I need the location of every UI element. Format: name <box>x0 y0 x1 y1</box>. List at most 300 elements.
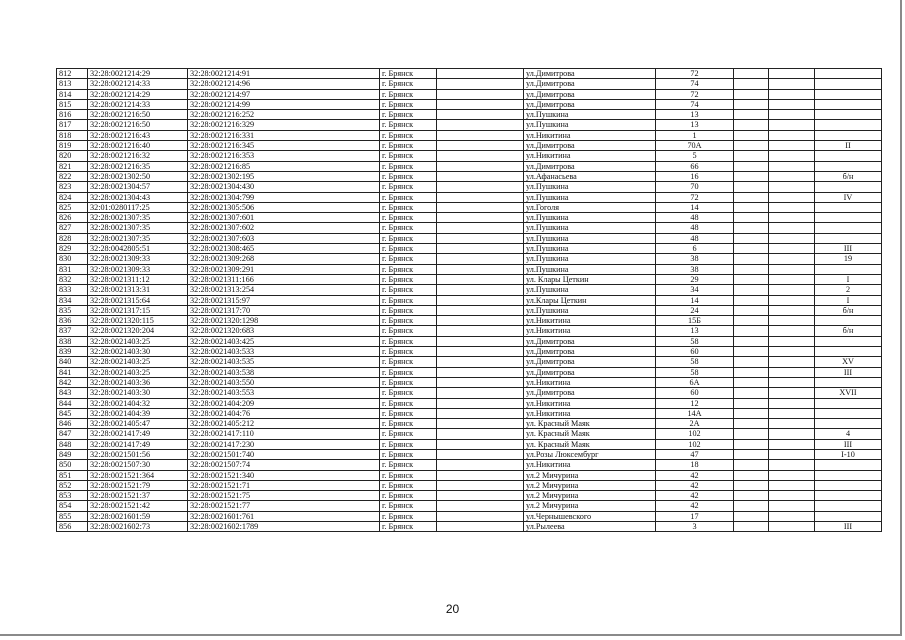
land-cadastral-number-cell: 32:28:0021403:30 <box>88 347 188 357</box>
empty-cell <box>437 388 524 398</box>
city-cell: г. Брянск <box>380 223 437 233</box>
table-row <box>57 316 882 326</box>
empty-cell <box>437 347 524 357</box>
city-cell: г. Брянск <box>380 182 437 192</box>
empty-cell <box>734 141 769 151</box>
empty-cell <box>734 367 769 377</box>
row-number-cell: 843 <box>57 388 88 398</box>
object-cadastral-number-cell: 32:28:0021501:740 <box>188 449 380 459</box>
city-cell: г. Брянск <box>380 171 437 181</box>
row-number-cell: 845 <box>57 408 88 418</box>
table-row <box>57 285 882 295</box>
row-number-cell: 813 <box>57 79 88 89</box>
premises-cell <box>815 264 882 274</box>
house-number-cell: 42 <box>656 480 734 490</box>
house-number-cell: 34 <box>656 285 734 295</box>
row-number-cell: 839 <box>57 347 88 357</box>
house-number-cell: 48 <box>656 233 734 243</box>
land-cadastral-number-cell: 32:28:0021302:50 <box>88 171 188 181</box>
empty-cell <box>734 480 769 490</box>
row-number-cell: 829 <box>57 244 88 254</box>
empty-cell <box>769 69 815 79</box>
street-cell: ул.Пушкина <box>524 223 656 233</box>
empty-cell <box>769 99 815 109</box>
land-cadastral-number-cell: 32:28:0021214:33 <box>88 99 188 109</box>
empty-cell <box>769 264 815 274</box>
empty-cell <box>734 182 769 192</box>
empty-cell <box>437 244 524 254</box>
empty-cell <box>734 377 769 387</box>
row-number-cell: 821 <box>57 161 88 171</box>
row-number-cell: 848 <box>57 439 88 449</box>
empty-cell <box>769 347 815 357</box>
object-cadastral-number-cell: 32:28:0021315:97 <box>188 295 380 305</box>
premises-cell: б/н <box>815 171 882 181</box>
table-row <box>57 480 882 490</box>
object-cadastral-number-cell: 32:28:0021216:331 <box>188 130 380 140</box>
empty-cell <box>437 223 524 233</box>
table-row <box>57 491 882 501</box>
house-number-cell: 60 <box>656 388 734 398</box>
street-cell: ул.Пушкина <box>524 233 656 243</box>
city-cell: г. Брянск <box>380 480 437 490</box>
row-number-cell: 847 <box>57 429 88 439</box>
premises-cell <box>815 419 882 429</box>
empty-cell <box>437 182 524 192</box>
city-cell: г. Брянск <box>380 161 437 171</box>
empty-cell <box>437 99 524 109</box>
row-number-cell: 822 <box>57 171 88 181</box>
empty-cell <box>437 429 524 439</box>
street-cell: ул.Димитрова <box>524 336 656 346</box>
empty-cell <box>769 480 815 490</box>
land-cadastral-number-cell: 32:28:0021313:31 <box>88 285 188 295</box>
street-cell: ул.Димитрова <box>524 69 656 79</box>
street-cell: ул.Афанасьева <box>524 171 656 181</box>
table-row <box>57 274 882 284</box>
land-cadastral-number-cell: 32:28:0021216:43 <box>88 130 188 140</box>
table-row <box>57 161 882 171</box>
house-number-cell: 58 <box>656 357 734 367</box>
premises-cell <box>815 470 882 480</box>
table-row <box>57 367 882 377</box>
row-number-cell: 852 <box>57 480 88 490</box>
empty-cell <box>769 295 815 305</box>
land-cadastral-number-cell: 32:28:0021403:25 <box>88 367 188 377</box>
object-cadastral-number-cell: 32:28:0021403:535 <box>188 357 380 367</box>
house-number-cell: 42 <box>656 491 734 501</box>
house-number-cell: 14 <box>656 202 734 212</box>
object-cadastral-number-cell: 32:28:0021313:254 <box>188 285 380 295</box>
row-number-cell: 840 <box>57 357 88 367</box>
street-cell: ул.Никитина <box>524 151 656 161</box>
empty-cell <box>734 213 769 223</box>
city-cell: г. Брянск <box>380 336 437 346</box>
house-number-cell: 42 <box>656 501 734 511</box>
row-number-cell: 814 <box>57 89 88 99</box>
city-cell: г. Брянск <box>380 470 437 480</box>
empty-cell <box>769 89 815 99</box>
empty-cell <box>437 192 524 202</box>
empty-cell <box>734 69 769 79</box>
object-cadastral-number-cell: 32:28:0021307:601 <box>188 213 380 223</box>
table-row <box>57 141 882 151</box>
object-cadastral-number-cell: 32:28:0021601:761 <box>188 511 380 521</box>
empty-cell <box>769 130 815 140</box>
empty-cell <box>734 244 769 254</box>
city-cell: г. Брянск <box>380 501 437 511</box>
table-row <box>57 388 882 398</box>
city-cell: г. Брянск <box>380 419 437 429</box>
table-row <box>57 213 882 223</box>
city-cell: г. Брянск <box>380 79 437 89</box>
row-number-cell: 819 <box>57 141 88 151</box>
empty-cell <box>437 419 524 429</box>
land-cadastral-number-cell: 32:28:0021403:25 <box>88 357 188 367</box>
premises-cell <box>815 223 882 233</box>
house-number-cell: 60 <box>656 347 734 357</box>
city-cell: г. Брянск <box>380 326 437 336</box>
row-number-cell: 855 <box>57 511 88 521</box>
empty-cell <box>437 254 524 264</box>
premises-cell: IV <box>815 192 882 202</box>
empty-cell <box>769 470 815 480</box>
empty-cell <box>437 305 524 315</box>
object-cadastral-number-cell: 32:28:0021214:99 <box>188 99 380 109</box>
empty-cell <box>734 89 769 99</box>
object-cadastral-number-cell: 32:28:0021216:345 <box>188 141 380 151</box>
city-cell: г. Брянск <box>380 449 437 459</box>
street-cell: ул.Димитрова <box>524 79 656 89</box>
empty-cell <box>734 511 769 521</box>
premises-cell: XV <box>815 357 882 367</box>
premises-cell <box>815 511 882 521</box>
street-cell: ул.Пушкина <box>524 120 656 130</box>
row-number-cell: 830 <box>57 254 88 264</box>
land-cadastral-number-cell: 32:01:0280117:25 <box>88 202 188 212</box>
table-body <box>57 69 882 532</box>
empty-cell <box>769 491 815 501</box>
city-cell: г. Брянск <box>380 408 437 418</box>
city-cell: г. Брянск <box>380 522 437 532</box>
empty-cell <box>734 398 769 408</box>
premises-cell <box>815 398 882 408</box>
row-number-cell: 823 <box>57 182 88 192</box>
table-row <box>57 398 882 408</box>
empty-cell <box>437 151 524 161</box>
empty-cell <box>769 192 815 202</box>
object-cadastral-number-cell: 32:28:0021216:329 <box>188 120 380 130</box>
empty-cell <box>437 202 524 212</box>
table-row <box>57 151 882 161</box>
empty-cell <box>769 305 815 315</box>
row-number-cell: 841 <box>57 367 88 377</box>
land-cadastral-number-cell: 32:28:0021405:47 <box>88 419 188 429</box>
table-row <box>57 439 882 449</box>
house-number-cell: 42 <box>656 470 734 480</box>
house-number-cell: 38 <box>656 264 734 274</box>
street-cell: ул.Клары Цеткин <box>524 295 656 305</box>
object-cadastral-number-cell: 32:28:0021305:506 <box>188 202 380 212</box>
house-number-cell: 58 <box>656 367 734 377</box>
empty-cell <box>734 151 769 161</box>
row-number-cell: 824 <box>57 192 88 202</box>
city-cell: г. Брянск <box>380 439 437 449</box>
empty-cell <box>769 449 815 459</box>
house-number-cell: 15Б <box>656 316 734 326</box>
empty-cell <box>769 501 815 511</box>
land-cadastral-number-cell: 32:28:0021216:32 <box>88 151 188 161</box>
street-cell: ул.Пушкина <box>524 213 656 223</box>
land-cadastral-number-cell: 32:28:0021403:25 <box>88 336 188 346</box>
row-number-cell: 812 <box>57 69 88 79</box>
house-number-cell: 38 <box>656 254 734 264</box>
table-row <box>57 449 882 459</box>
row-number-cell: 854 <box>57 501 88 511</box>
city-cell: г. Брянск <box>380 357 437 367</box>
object-cadastral-number-cell: 32:28:0021214:97 <box>188 89 380 99</box>
house-number-cell: 72 <box>656 69 734 79</box>
empty-cell <box>769 285 815 295</box>
premises-cell <box>815 89 882 99</box>
empty-cell <box>734 522 769 532</box>
empty-cell <box>437 285 524 295</box>
empty-cell <box>769 522 815 532</box>
empty-cell <box>437 69 524 79</box>
empty-cell <box>437 398 524 408</box>
house-number-cell: 74 <box>656 79 734 89</box>
object-cadastral-number-cell: 32:28:0021214:91 <box>188 69 380 79</box>
object-cadastral-number-cell: 32:28:0021403:538 <box>188 367 380 377</box>
street-cell: ул.Никитина <box>524 316 656 326</box>
empty-cell <box>437 274 524 284</box>
city-cell: г. Брянск <box>380 202 437 212</box>
row-number-cell: 833 <box>57 285 88 295</box>
house-number-cell: 29 <box>656 274 734 284</box>
premises-cell: I-10 <box>815 449 882 459</box>
object-cadastral-number-cell: 32:28:0021417:230 <box>188 439 380 449</box>
premises-cell: I <box>815 274 882 284</box>
house-number-cell: 102 <box>656 439 734 449</box>
land-cadastral-number-cell: 32:28:0021317:15 <box>88 305 188 315</box>
table-row <box>57 171 882 181</box>
house-number-cell: 24 <box>656 305 734 315</box>
empty-cell <box>734 223 769 233</box>
empty-cell <box>734 130 769 140</box>
table-row <box>57 408 882 418</box>
empty-cell <box>734 110 769 120</box>
house-number-cell: 3 <box>656 522 734 532</box>
street-cell: ул.Никитина <box>524 377 656 387</box>
land-cadastral-number-cell: 32:28:0021307:35 <box>88 213 188 223</box>
city-cell: г. Брянск <box>380 305 437 315</box>
empty-cell <box>437 264 524 274</box>
table-row <box>57 460 882 470</box>
empty-cell <box>769 233 815 243</box>
row-number-cell: 828 <box>57 233 88 243</box>
empty-cell <box>437 171 524 181</box>
table-row <box>57 336 882 346</box>
premises-cell <box>815 110 882 120</box>
empty-cell <box>769 398 815 408</box>
empty-cell <box>769 419 815 429</box>
empty-cell <box>734 161 769 171</box>
empty-cell <box>734 336 769 346</box>
premises-cell: б/н <box>815 326 882 336</box>
city-cell: г. Брянск <box>380 99 437 109</box>
table-row <box>57 120 882 130</box>
empty-cell <box>437 408 524 418</box>
empty-cell <box>437 110 524 120</box>
empty-cell <box>437 79 524 89</box>
page-number: 20 <box>445 602 460 616</box>
house-number-cell: 1 <box>656 130 734 140</box>
street-cell: ул.Рылеева <box>524 522 656 532</box>
premises-cell <box>815 120 882 130</box>
street-cell: ул.2 Мичурина <box>524 470 656 480</box>
row-number-cell: 827 <box>57 223 88 233</box>
street-cell: ул. Красный Маяк <box>524 429 656 439</box>
empty-cell <box>769 377 815 387</box>
object-cadastral-number-cell: 32:28:0021304:430 <box>188 182 380 192</box>
row-number-cell: 850 <box>57 460 88 470</box>
house-number-cell: 5 <box>656 151 734 161</box>
table-row <box>57 244 882 254</box>
empty-cell <box>769 79 815 89</box>
empty-cell <box>769 141 815 151</box>
object-cadastral-number-cell: 32:28:0021216:353 <box>188 151 380 161</box>
land-cadastral-number-cell: 32:28:0021216:50 <box>88 110 188 120</box>
empty-cell <box>437 120 524 130</box>
empty-cell <box>734 439 769 449</box>
empty-cell <box>734 357 769 367</box>
land-cadastral-number-cell: 32:28:0021417:49 <box>88 439 188 449</box>
empty-cell <box>734 326 769 336</box>
street-cell: ул.Димитрова <box>524 367 656 377</box>
street-cell: ул.Никитина <box>524 326 656 336</box>
city-cell: г. Брянск <box>380 511 437 521</box>
object-cadastral-number-cell: 32:28:0021309:291 <box>188 264 380 274</box>
table-row <box>57 305 882 315</box>
premises-cell: б/н <box>815 305 882 315</box>
object-cadastral-number-cell: 32:28:0021405:212 <box>188 419 380 429</box>
street-cell: ул.Пушкина <box>524 244 656 254</box>
land-cadastral-number-cell: 32:28:0042805:51 <box>88 244 188 254</box>
table-row <box>57 511 882 521</box>
city-cell: г. Брянск <box>380 151 437 161</box>
property-register-table <box>56 68 882 532</box>
row-number-cell: 832 <box>57 274 88 284</box>
city-cell: г. Брянск <box>380 285 437 295</box>
premises-cell: XVII <box>815 388 882 398</box>
empty-cell <box>437 316 524 326</box>
street-cell: ул.Димитрова <box>524 99 656 109</box>
empty-cell <box>769 439 815 449</box>
land-cadastral-number-cell: 32:28:0021403:30 <box>88 388 188 398</box>
premises-cell: I <box>815 295 882 305</box>
land-cadastral-number-cell: 32:28:0021216:50 <box>88 120 188 130</box>
street-cell: ул.2 Мичурина <box>524 491 656 501</box>
street-cell: ул.Никитина <box>524 130 656 140</box>
city-cell: г. Брянск <box>380 316 437 326</box>
street-cell: ул.Пушкина <box>524 192 656 202</box>
city-cell: г. Брянск <box>380 213 437 223</box>
city-cell: г. Брянск <box>380 295 437 305</box>
object-cadastral-number-cell: 32:28:0021307:603 <box>188 233 380 243</box>
land-cadastral-number-cell: 32:28:0021309:33 <box>88 264 188 274</box>
row-number-cell: 816 <box>57 110 88 120</box>
premises-cell <box>815 501 882 511</box>
land-cadastral-number-cell: 32:28:0021216:35 <box>88 161 188 171</box>
object-cadastral-number-cell: 32:28:0021307:602 <box>188 223 380 233</box>
premises-cell: 2 <box>815 285 882 295</box>
object-cadastral-number-cell: 32:28:0021521:77 <box>188 501 380 511</box>
table-row <box>57 295 882 305</box>
empty-cell <box>734 316 769 326</box>
object-cadastral-number-cell: 32:28:0021417:110 <box>188 429 380 439</box>
land-cadastral-number-cell: 32:28:0021521:37 <box>88 491 188 501</box>
empty-cell <box>734 254 769 264</box>
land-cadastral-number-cell: 32:28:0021320:204 <box>88 326 188 336</box>
object-cadastral-number-cell: 32:28:0021304:799 <box>188 192 380 202</box>
house-number-cell: 13 <box>656 120 734 130</box>
empty-cell <box>734 388 769 398</box>
city-cell: г. Брянск <box>380 120 437 130</box>
table-row <box>57 377 882 387</box>
table-row <box>57 347 882 357</box>
premises-cell <box>815 480 882 490</box>
table-row <box>57 182 882 192</box>
object-cadastral-number-cell: 32:28:0021311:166 <box>188 274 380 284</box>
object-cadastral-number-cell: 32:28:0021602:1789 <box>188 522 380 532</box>
land-cadastral-number-cell: 32:28:0021216:40 <box>88 141 188 151</box>
table-row <box>57 192 882 202</box>
house-number-cell: 48 <box>656 213 734 223</box>
object-cadastral-number-cell: 32:28:0021403:533 <box>188 347 380 357</box>
land-cadastral-number-cell: 32:28:0021507:30 <box>88 460 188 470</box>
city-cell: г. Брянск <box>380 347 437 357</box>
land-cadastral-number-cell: 32:28:0021521:42 <box>88 501 188 511</box>
row-number-cell: 846 <box>57 419 88 429</box>
city-cell: г. Брянск <box>380 377 437 387</box>
house-number-cell: 18 <box>656 460 734 470</box>
city-cell: г. Брянск <box>380 254 437 264</box>
empty-cell <box>769 429 815 439</box>
empty-cell <box>437 460 524 470</box>
empty-cell <box>734 120 769 130</box>
land-cadastral-number-cell: 32:28:0021309:33 <box>88 254 188 264</box>
city-cell: г. Брянск <box>380 192 437 202</box>
land-cadastral-number-cell: 32:28:0021315:64 <box>88 295 188 305</box>
empty-cell <box>734 285 769 295</box>
city-cell: г. Брянск <box>380 130 437 140</box>
house-number-cell: 58 <box>656 336 734 346</box>
empty-cell <box>437 326 524 336</box>
house-number-cell: 13 <box>656 110 734 120</box>
empty-cell <box>769 326 815 336</box>
empty-cell <box>769 316 815 326</box>
premises-cell <box>815 213 882 223</box>
land-cadastral-number-cell: 32:28:0021214:33 <box>88 79 188 89</box>
empty-cell <box>734 202 769 212</box>
empty-cell <box>437 130 524 140</box>
land-cadastral-number-cell: 32:28:0021404:39 <box>88 408 188 418</box>
city-cell: г. Брянск <box>380 398 437 408</box>
house-number-cell: 47 <box>656 449 734 459</box>
empty-cell <box>769 254 815 264</box>
empty-cell <box>734 274 769 284</box>
premises-cell <box>815 99 882 109</box>
